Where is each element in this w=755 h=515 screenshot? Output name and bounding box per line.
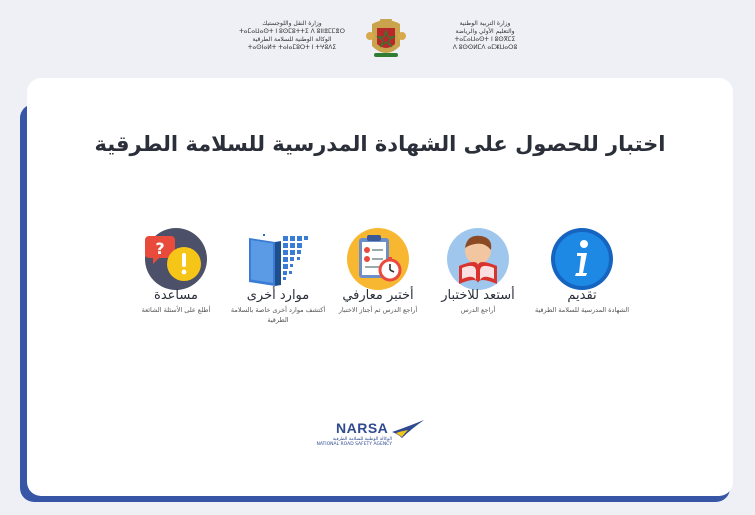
tile-description: أراجع الدرس ثم أجتاز الاختبار xyxy=(338,306,418,314)
narsa-subtitle xyxy=(316,437,392,447)
ministry-line: ⵜⴰⵙⵏⴰⵍⵜ ⵜⴰⵏⴰⵎⵓⵔⵜ ⵏ ⵜⵖⵓⴷⵉ xyxy=(247,44,337,51)
ministry-line: وزارة التربية الوطنية xyxy=(459,20,511,27)
tile-description: أطلع على الأسئلة الشائعة xyxy=(141,306,211,314)
narsa-wing-icon xyxy=(390,418,426,440)
tile-title: أستعد للاختبار xyxy=(441,288,515,303)
clipboard-timer-icon xyxy=(345,226,411,292)
info-icon xyxy=(549,226,615,292)
moroccan-crest-icon xyxy=(366,16,406,60)
ministry-line: ⴷ ⵓⵙⵙⵍⵎⴷ ⴰⵎⵣⵡⴰⵔⵓ xyxy=(452,44,518,51)
resources-tile[interactable] xyxy=(226,226,330,325)
education-ministry-label xyxy=(440,20,530,52)
book-icon xyxy=(245,226,311,292)
header xyxy=(0,0,755,75)
narsa-subtitle-english: NATIONAL ROAD SAFETY AGENCY xyxy=(316,442,392,447)
ministry-line: وزارة النقل واللوجستيك xyxy=(262,20,322,27)
tile-title: مساعدة xyxy=(154,288,198,303)
transport-ministry-label xyxy=(238,20,346,52)
page-title: اختبار للحصول على الشهادة المدرسية للسلامة الطرقية xyxy=(94,132,666,156)
tile-description: أراجع الدرس xyxy=(460,306,496,314)
test-knowledge-tile[interactable] xyxy=(326,226,430,315)
svg-text:?: ? xyxy=(155,239,165,258)
narsa-brand-text: NARSA xyxy=(336,420,389,436)
narsa-subtitle-arabic: الوكالة الوطنية للسلامة الطرقية xyxy=(332,437,392,442)
tile-title: أختبر معارفي xyxy=(342,288,414,303)
narsa-logo xyxy=(316,418,430,454)
help-tile[interactable] xyxy=(124,226,228,315)
ministry-line: والتعليم الأولي والرياضة xyxy=(455,28,515,35)
tile-title: موارد أخرى xyxy=(246,288,310,303)
tile-description: أكتشف موارد أخرى خاصة بالسلامة الطرقية xyxy=(230,306,326,324)
introduction-tile[interactable] xyxy=(530,226,634,315)
ministry-line: الوكالة الوطنية للسلامة الطرقية xyxy=(252,36,332,43)
prepare-tile[interactable] xyxy=(426,226,530,315)
tile-description: الشهادة المدرسية للسلامة الطرقية xyxy=(534,306,630,314)
reading-child-icon xyxy=(445,226,511,292)
ministry-line: ⵜⴰⵎⴰⵡⴰⵙⵜ ⵏ ⵓⵙⵎⵓⵜⵜⵉ ⴷ ⵓⵏⵏⴻⵎⵎⴻⵔ xyxy=(239,28,345,35)
tile-title: تقديم xyxy=(567,288,597,303)
ministry-line: ⵜⴰⵎⴰⵡⴰⵙⵜ ⵏ ⵓⵙⴳⵎⵉ xyxy=(454,36,516,43)
help-warning-icon xyxy=(143,226,209,292)
